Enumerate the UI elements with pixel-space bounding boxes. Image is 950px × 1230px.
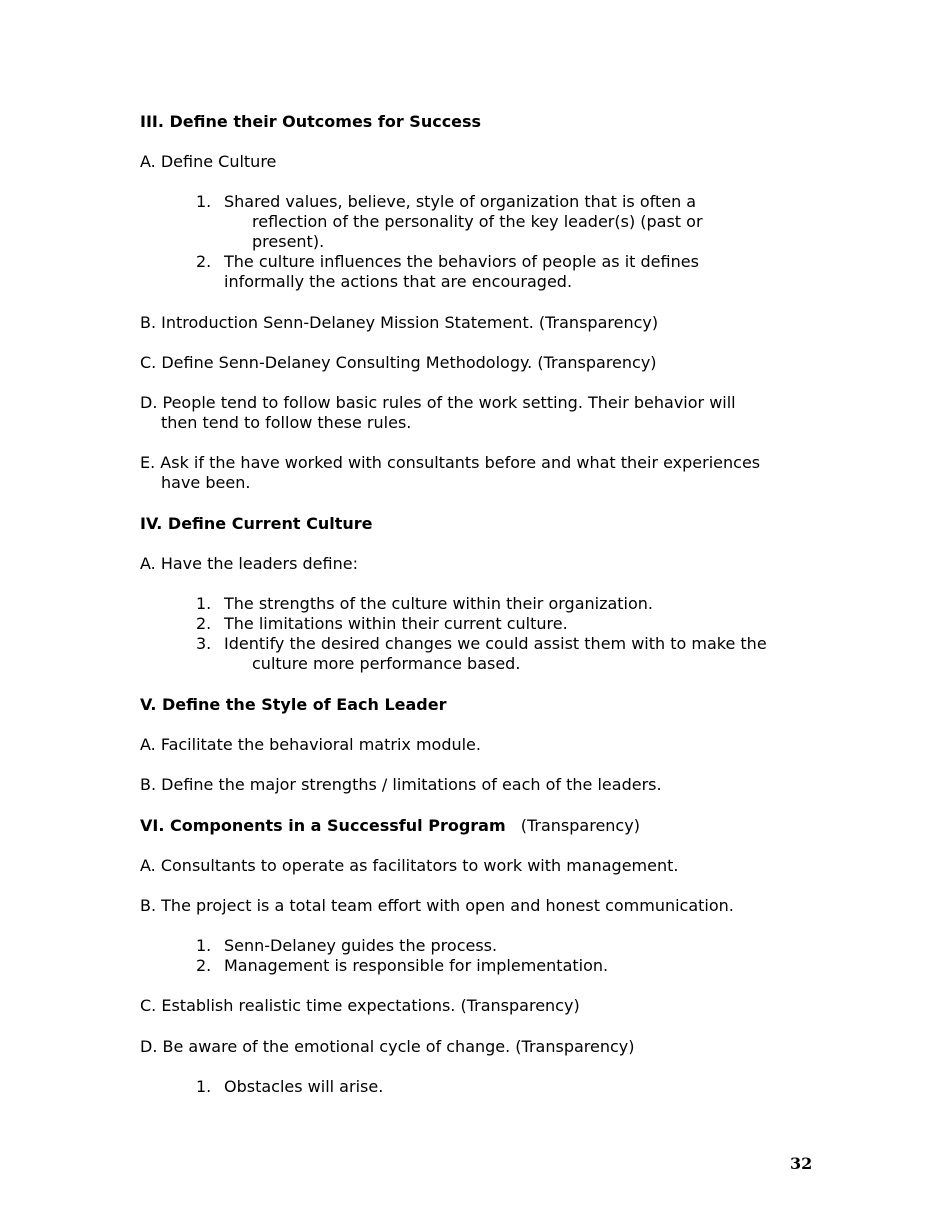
list-item-text: The strengths of the culture within their organization. — [224, 594, 654, 613]
list-number: 3. — [196, 634, 212, 653]
item-iii-c: C. Define Senn-Delaney Consulting Methodology. (Transparency) — [140, 353, 657, 372]
list-number: 2. — [196, 956, 212, 975]
item-vi-b: B. The project is a total team effort with open and honest communication. — [140, 896, 734, 915]
list-number: 1. — [196, 1077, 212, 1096]
list-item-text: Identify the desired changes we could assist them with to make the — [224, 634, 767, 653]
list-number: 2. — [196, 252, 212, 271]
list-number: 1. — [196, 936, 212, 955]
list-number: 1. — [196, 594, 212, 613]
list-number: 1. — [196, 192, 212, 211]
section-heading-vi-note: (Transparency) — [520, 816, 640, 835]
list-item-text: The limitations within their current culture. — [224, 614, 568, 633]
list-item-text: Management is responsible for implementation. — [224, 956, 609, 975]
section-heading-vi: VI. Components in a Successful Program — [140, 816, 506, 835]
item-vi-d: D. Be aware of the emotional cycle of change. (Transparency) — [140, 1037, 635, 1056]
list-item-text: Shared values, believe, style of organization that is often a — [224, 192, 697, 211]
item-iv-a: A. Have the leaders define: — [140, 554, 358, 573]
list-item-text: The culture influences the behaviors of people as it defines — [224, 252, 699, 271]
list-item-text: Senn-Delaney guides the process. — [224, 936, 498, 955]
item-v-a: A. Facilitate the behavioral matrix module. — [140, 735, 481, 754]
section-heading-v: V. Define the Style of Each Leader — [140, 695, 447, 714]
item-v-b: B. Define the major strengths / limitations of each of the leaders. — [140, 775, 662, 794]
list-item-text: reflection of the personality of the key leader(s) (past or — [252, 212, 703, 231]
item-iii-a: A. Define Culture — [140, 152, 277, 171]
item-iii-e: E. Ask if the have worked with consultants before and what their experiences — [140, 453, 761, 472]
item-iii-e-continuation: have been. — [161, 473, 251, 492]
list-item-text: present). — [252, 232, 325, 251]
item-iii-b: B. Introduction Senn-Delaney Mission Statement. (Transparency) — [140, 313, 659, 332]
item-vi-a: A. Consultants to operate as facilitators to work with management. — [140, 856, 679, 875]
item-iii-d: D. People tend to follow basic rules of the work setting. Their behavior will — [140, 393, 736, 412]
item-vi-c: C. Establish realistic time expectations. (Transparency) — [140, 996, 580, 1015]
section-heading-vi-row — [140, 816, 820, 836]
page-number: 32 — [790, 1154, 813, 1173]
list-number: 2. — [196, 614, 212, 633]
list-item-text: culture more performance based. — [252, 654, 521, 673]
section-heading-iii: III. Define their Outcomes for Success — [140, 112, 482, 131]
item-iii-d-continuation: then tend to follow these rules. — [161, 413, 412, 432]
list-item-text: informally the actions that are encouraged. — [224, 272, 573, 291]
list-item-text: Obstacles will arise. — [224, 1077, 384, 1096]
section-heading-iv: IV. Define Current Culture — [140, 514, 373, 533]
